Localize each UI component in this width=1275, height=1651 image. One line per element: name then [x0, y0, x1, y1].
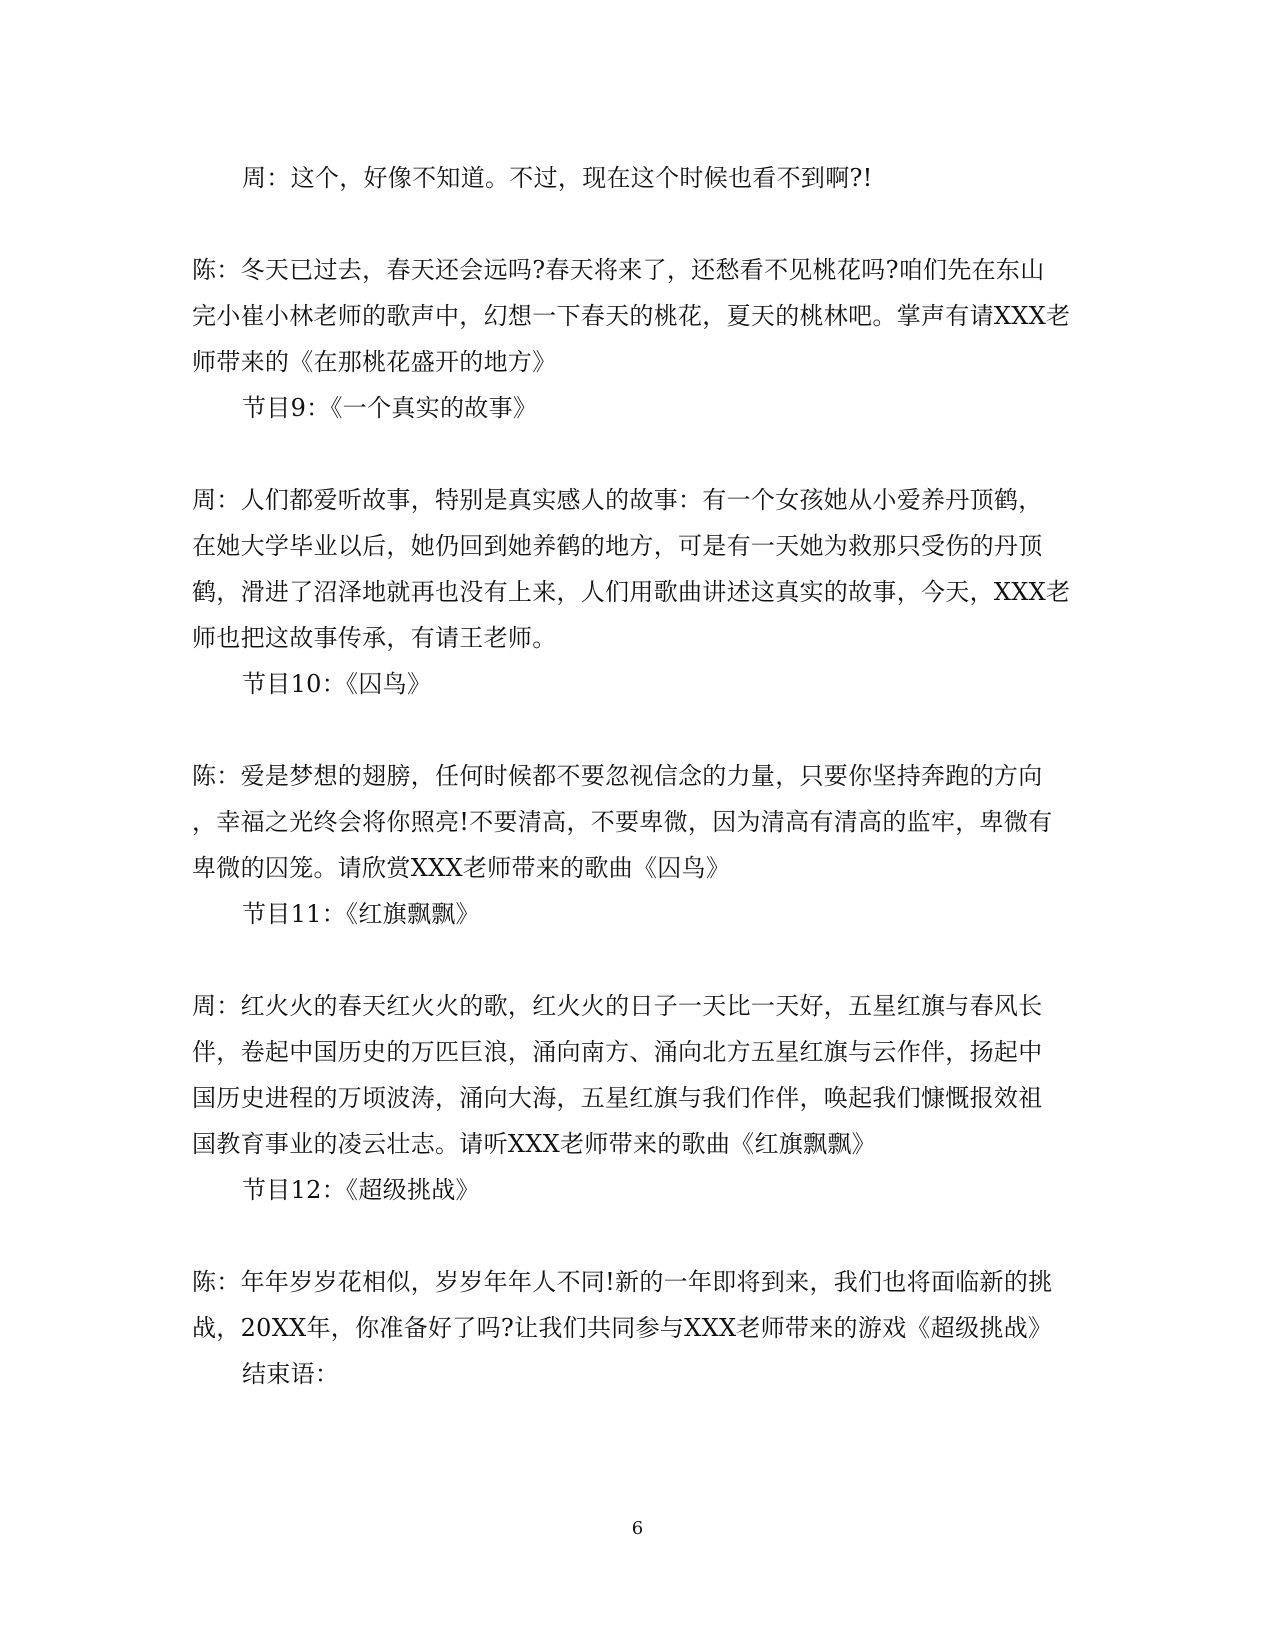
- text-line: 陈：年年岁岁花相似，岁岁年年人不同!新的一年即将到来，我们也将面临新的挑: [192, 1268, 1053, 1296]
- text-line: 伴，卷起中国历史的万匹巨浪，涌向南方、涌向北方五星红旗与云作伴，扬起中: [192, 1038, 1043, 1066]
- text-line: 陈：爱是梦想的翅膀，任何时候都不要忽视信念的力量，只要你坚持奔跑的方向: [192, 762, 1043, 790]
- text-line: 师也把这故事传承，有请王老师。: [192, 624, 557, 652]
- closing-heading: 结束语：: [242, 1360, 340, 1388]
- text-line: 周：红火火的春天红火火的歌，红火火的日子一天比一天好，五星红旗与春风长: [192, 992, 1043, 1020]
- text-line: 鹤，滑进了沼泽地就再也没有上来，人们用歌曲讲述这真实的故事，今天，XXX老: [192, 578, 1071, 606]
- page-number: 6: [631, 1518, 644, 1539]
- text-line: 战，20XX年，你准备好了吗?让我们共同参与XXX老师带来的游戏《超级挑战》: [192, 1314, 1053, 1342]
- text-line: 师带来的《在那桃花盛开的地方》: [192, 348, 557, 376]
- program-heading: 节目12：《超级挑战》: [242, 1176, 480, 1204]
- text-line: 完小崔小林老师的歌声中，幻想一下春天的桃花，夏天的桃林吧。掌声有请XXX老: [192, 302, 1071, 330]
- text-line: 国历史进程的万顷波涛，涌向大海，五星红旗与我们作伴，唤起我们慷慨报效祖: [192, 1084, 1043, 1112]
- program-heading: 节目9：《一个真实的故事》: [242, 394, 538, 422]
- text-line: ，幸福之光终会将你照亮!不要清高，不要卑微，因为清高有清高的监牢，卑微有: [192, 808, 1053, 836]
- text-line: 国教育事业的凌云壮志。请听XXX老师带来的歌曲《红旗飘飘》: [192, 1130, 876, 1158]
- program-heading: 节目10：《囚鸟》: [242, 670, 432, 698]
- text-line: 周：人们都爱听故事，特别是真实感人的故事：有一个女孩她从小爱养丹顶鹤，: [192, 486, 1043, 514]
- text-line: 陈：冬天已过去，春天还会远吗?春天将来了，还愁看不见桃花吗?咱们先在东山: [192, 256, 1045, 284]
- text-line: 周：这个，好像不知道。不过，现在这个时候也看不到啊?!: [242, 164, 873, 192]
- program-heading: 节目11：《红旗飘飘》: [242, 900, 480, 928]
- text-line: 在她大学毕业以后，她仍回到她养鹤的地方，可是有一天她为救那只受伤的丹顶: [192, 532, 1043, 560]
- text-line: 卑微的囚笼。请欣赏XXX老师带来的歌曲《囚鸟》: [192, 854, 731, 882]
